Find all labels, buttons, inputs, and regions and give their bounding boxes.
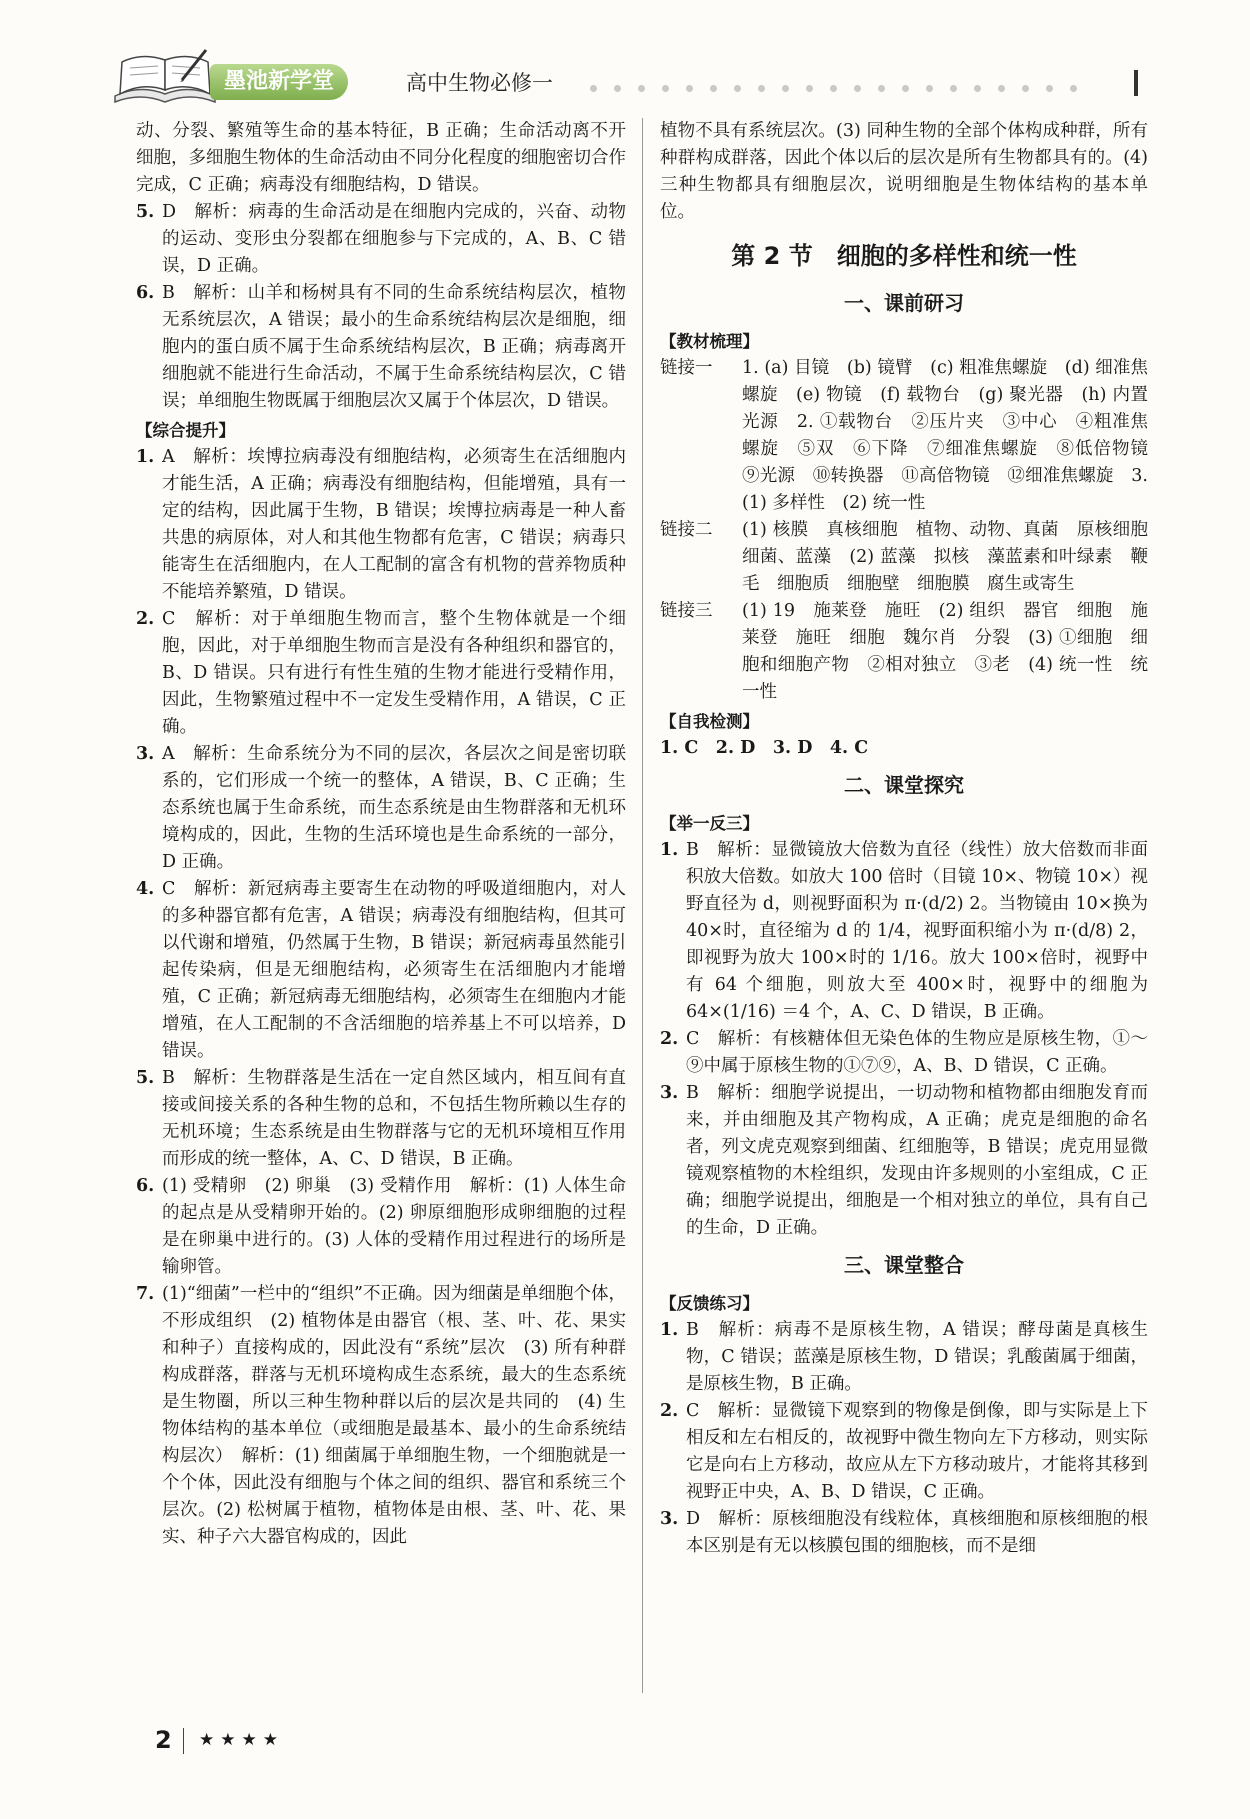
- item-text: D 解析：原核细胞没有线粒体，真核细胞和原核细胞的根本区别是有无以核膜包围的细胞核，而不是细: [686, 1509, 1148, 1556]
- link-label: 链接一: [660, 358, 713, 378]
- list-item: [136, 1281, 626, 1551]
- item-text: (1) 受精卵 (2) 卵巢 (3) 受精作用 解析：(1) 人体生命的起点是从受精卵开始的。(2) 卵原细胞形成卵细胞的过程是在卵巢中进行的。(3) 人体的受精作用过程进行的场所是输卵管。: [162, 1176, 626, 1277]
- item-number: 1.: [660, 840, 679, 860]
- item-number: 3.: [136, 744, 155, 764]
- list-item: [136, 199, 626, 280]
- list-item: [136, 280, 626, 415]
- item-number: 6.: [136, 1176, 155, 1196]
- right-column: [660, 118, 1166, 1560]
- self-check-answers: 1. C 2. D 3. D 4. C: [660, 738, 869, 758]
- section-label: 【自我检测】: [660, 712, 759, 731]
- list-item: [136, 606, 626, 741]
- list-item: [660, 1506, 1148, 1560]
- subsection-title: 三、课堂整合: [844, 1253, 964, 1277]
- item-number: 2.: [660, 1401, 679, 1421]
- item-number: 4.: [136, 879, 155, 899]
- item-text: C 解析：对于单细胞生物而言，整个生物体就是一个细胞，因此，对于单细胞生物而言是没有各种组织和器官的，B、D 错误。只有进行有性生殖的生物才能进行受精作用，因此，生物繁殖过程中不一定发生受精作用，A 错误，C 正确。: [162, 609, 626, 737]
- brand-label: 墨池新学堂: [210, 64, 348, 100]
- section-label: 【综合提升】: [136, 421, 235, 440]
- column-divider: [642, 118, 643, 1693]
- difficulty-stars: ★★★★: [199, 1730, 284, 1750]
- item-text: A 解析：埃博拉病毒没有细胞结构，必须寄生在活细胞内才能生活，A 正确；病毒没有细胞结构，但能增殖，具有一定的结构，因此属于生物，B 错误；埃博拉病毒是一种人畜共患的病原体，对人和其他生物都有危害，C 错误；病毒只能寄生在活细胞内，在人工配制的富含有机物的营养物质种不能培养繁殖，D 错误。: [162, 447, 626, 602]
- section-label: 【反馈练习】: [660, 1294, 759, 1313]
- subject-title: 高中生物必修一: [406, 71, 553, 95]
- item-number: 2.: [660, 1029, 679, 1049]
- right-intro: 植物不具有系统层次。(3) 同种生物的全部个体构成种群，所有种群构成群落，因此个体以后的层次是所有生物都具有的。(4) 三种生物都具有细胞层次，说明细胞是生物体结构的基本单位。: [660, 121, 1148, 222]
- item-text: A 解析：生命系统分为不同的层次，各层次之间是密切联系的，它们形成一个统一的整体，A 错误，B、C 正确；生态系统也属于生命系统，而生态系统是由生物群落和无机环境构成的，因此，生物的生活环境也是生命系统的一部分，D 正确。: [162, 744, 626, 872]
- list-item: [660, 837, 1148, 1026]
- list-item: [136, 444, 626, 606]
- link-label: 链接三: [660, 601, 713, 621]
- list-item: [136, 876, 626, 1065]
- link-item: [660, 517, 1166, 598]
- subsection-title: 一、课前研习: [844, 291, 964, 315]
- list-item: [660, 1398, 1148, 1506]
- page-header: [110, 48, 1150, 108]
- list-item: [660, 1317, 1148, 1398]
- item-text: B 解析：生物群落是生活在一定自然区域内，相互间有直接或间接关系的各种生物的总和，不包括生物所赖以生存的无机环境；生态系统是由生物群落与它的无机环境相互作用而形成的统一整体，A、C、D 错误，B 正确。: [162, 1068, 626, 1169]
- item-text: B 解析：细胞学说提出，一切动物和植物都由细胞发育而来，并由细胞及其产物构成，A 正确；虎克是细胞的命名者，列文虎克观察到细菌、红细胞等，B 错误；虎克用显微镜观察植物的木栓组织，发现由许多规则的小室组成，C 正确；细胞学说提出，细胞是一个相对独立的单位，具有自己的生命，D 正确。: [686, 1083, 1148, 1238]
- link-label: 链接二: [660, 520, 713, 540]
- list-item: [136, 1173, 626, 1281]
- item-text: C 解析：新冠病毒主要寄生在动物的呼吸道细胞内，对人的多种器官都有危害，A 错误；病毒没有细胞结构，但其可以代谢和增殖，仍然属于生物，B 错误；新冠病毒虽然能引起传染病，但是无细胞结构，必须寄生在活细胞内才能增殖，C 正确；新冠病毒无细胞结构，必须寄生在细胞内才能增殖，在人工配制的不含活细胞的培养基上不可以培养，D 错误。: [162, 879, 626, 1061]
- item-number: 7.: [136, 1284, 155, 1304]
- section-title: 第 2 节 细胞的多样性和统一性: [731, 242, 1077, 270]
- item-text: D 解析：病毒的生命活动是在细胞内完成的，兴奋、动物的运动、变形虫分裂都在细胞参与下完成的，A、B、C 错误，D 正确。: [162, 202, 626, 276]
- list-item: [660, 1026, 1148, 1080]
- item-number: 6.: [136, 283, 155, 303]
- item-text: (1)“细菌”一栏中的“组织”不正确。因为细菌是单细胞个体，不形成组织 (2) 植物体是由器官（根、茎、叶、花、果实和种子）直接构成的，因此没有“系统”层次 (3) 所有种群构成群落，群落与无机环境构成生态系统，最大的生态系统是生物圈，所以三种生物种群以后的层次是共同的 (4) 生物体结构的基本单位（或细胞是最基本、最小的生命系统结构层次） 解析：(1) 细菌属于单细胞生物，一个细胞就是一个个体，因此没有细胞与个体之间的组织、器官和系统三个层次。(2) 松树属于植物，植物体是由根、茎、叶、花、果实、种子六大器官构成的，因此: [162, 1284, 626, 1547]
- item-number: 1.: [136, 447, 155, 467]
- item-text: B 解析：山羊和杨树具有不同的生命系统结构层次，植物无系统层次，A 错误；最小的生命系统结构层次是细胞，细胞内的蛋白质不属于生命系统结构层次，B 正确；病毒离开细胞就不能进行生命活动，不属于生命系统结构层次，C 错误；单细胞生物既属于细胞层次又属于个体层次，D 错误。: [162, 283, 626, 411]
- link-text: (1) 19 施莱登 施旺 (2) 组织 器官 细胞 施莱登 施旺 细胞 魏尔肖 分裂 (3) ①细胞 细胞和细胞产物 ②相对独立 ③老 (4) 统一性 统一性: [742, 601, 1148, 702]
- item-number: 5.: [136, 1068, 155, 1088]
- item-number: 2.: [136, 609, 155, 629]
- link-item: [660, 355, 1166, 517]
- footer-separator: [183, 1728, 184, 1754]
- link-item: [660, 598, 1148, 706]
- subsection-title: 二、课堂探究: [844, 773, 964, 797]
- list-item: [136, 1065, 626, 1173]
- list-item: [660, 1080, 1148, 1242]
- item-number: 5.: [136, 202, 155, 222]
- section-label: 【举一反三】: [660, 814, 759, 833]
- item-text: C 解析：有核糖体但无染色体的生物应是原核生物，①～⑨中属于原核生物的①⑦⑨，A、B、D 错误，C 正确。: [686, 1029, 1148, 1076]
- left-intro: 动、分裂、繁殖等生命的基本特征，B 正确；生命活动离不开细胞，多细胞生物体的生命活动由不同分化程度的细胞密切合作完成，C 正确；病毒没有细胞结构，D 错误。: [136, 121, 626, 195]
- link-text: (1) 核膜 真核细胞 植物、动物、真菌 原核细胞 细菌、蓝藻 (2) 蓝藻 拟核 藻蓝素和叶绿素 鞭毛 细胞质 细胞壁 细胞膜 腐生或寄生: [742, 520, 1166, 594]
- item-number: 1.: [660, 1320, 679, 1340]
- item-number: 3.: [660, 1083, 679, 1103]
- item-number: 3.: [660, 1509, 679, 1529]
- item-text: B 解析：病毒不是原核生物，A 错误；酵母菌是真核生物，C 错误；蓝藻是原核生物，D 错误；乳酸菌属于细菌，是原核生物，B 正确。: [686, 1320, 1148, 1394]
- header-bar: [1134, 70, 1138, 96]
- left-column: [136, 118, 626, 1551]
- link-text: 1. (a) 目镜 (b) 镜臂 (c) 粗准焦螺旋 (d) 细准焦螺旋 (e) 物镜 (f) 载物台 (g) 聚光器 (h) 内置光源 2. ①载物台 ②压片夹 ③中心 ④粗准焦螺旋 ⑤双 ⑥下降 ⑦细准焦螺旋 ⑧低倍物镜 ⑨光源 ⑩转换器 ⑪高倍物镜 ⑫细准焦螺旋 3. (1) 多样性 (2) 统一性: [742, 358, 1166, 513]
- list-item: [136, 741, 626, 876]
- header-dots: [590, 78, 1140, 90]
- item-text: C 解析：显微镜下观察到的物像是倒像，即与实际是上下相反和左右相反的，故视野中微生物向左下方移动，则实际它是向右上方移动，故应从左下方移动玻片，才能将其移到视野正中央，A、B、D 错误，C 正确。: [686, 1401, 1148, 1502]
- section-label: 【教材梳理】: [660, 332, 759, 351]
- item-text: B 解析：显微镜放大倍数为直径（线性）放大倍数而非面积放大倍数。如放大 100 倍时（目镜 10×、物镜 10×）视野直径为 d，则视野面积为 π·(d/2) 2。当物镜由 10×换为 40×时，直径缩为 d 的 1/4，视野面积缩小为 π·(d/8) 2，即视野为放大 100×时的 1/16。放大 100×倍时，视野中有 64 个细胞，则放大至 400×时，视野中的细胞为 64×(1/16) ＝4 个，A、C、D 错误，B 正确。: [686, 840, 1149, 1022]
- page-number: 2: [155, 1726, 172, 1754]
- open-book-icon: [110, 48, 220, 106]
